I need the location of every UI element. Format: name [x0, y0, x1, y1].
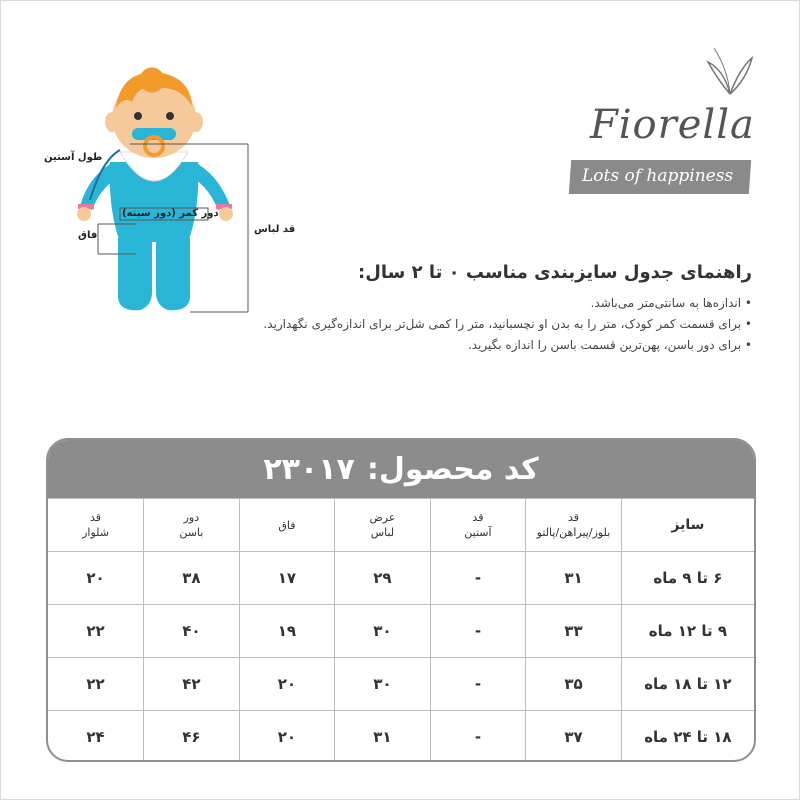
header-line: آستین	[464, 526, 492, 539]
guide-bullet: • اندازه‌ها به سانتی‌متر می‌باشد.	[590, 296, 752, 310]
table-cell: ۲۰	[239, 658, 335, 711]
table-cell: ۳۳	[526, 605, 622, 658]
table-cell: ۳۱	[526, 552, 622, 605]
product-code-value: ۲۳۰۱۷	[263, 451, 355, 487]
header-crotch: فاق	[239, 499, 335, 552]
table-cell: ۲۲	[48, 605, 144, 658]
header-line: عرض	[369, 511, 396, 524]
header-line: باسن	[179, 526, 204, 539]
table-row	[48, 658, 754, 711]
header-sleeve-length	[430, 499, 526, 552]
table-cell: ۳۰	[335, 605, 431, 658]
brand-logo	[570, 40, 770, 200]
table-cell: ۴۶	[144, 711, 240, 763]
header-line: دور	[183, 511, 200, 524]
table-cell: ۳۵	[526, 658, 622, 711]
brand-name: Fiorella	[590, 102, 755, 148]
garment-length-label: قد لباس	[254, 224, 296, 235]
table-cell: ۲۲	[48, 658, 144, 711]
size-cell: ۱۲ تا ۱۸ ماه	[621, 658, 754, 711]
table-cell: ۲۹	[335, 552, 431, 605]
size-guide-title: راهنمای جدول سایزبندی مناسب ۰ تا ۲ سال:	[358, 262, 752, 283]
header-line: شلوار	[82, 526, 109, 539]
header-size: سایز	[621, 499, 754, 552]
table-cell: ۱۹	[239, 605, 335, 658]
crotch-label: فاق	[78, 230, 98, 241]
table-cell: ۲۴	[48, 711, 144, 763]
table-cell: ۲۰	[239, 711, 335, 763]
table-cell: ۴۰	[144, 605, 240, 658]
size-table	[48, 498, 754, 762]
header-top-length	[526, 499, 622, 552]
header-width	[335, 499, 431, 552]
table-cell: ۴۲	[144, 658, 240, 711]
size-table-card	[46, 438, 756, 762]
table-row	[48, 552, 754, 605]
size-cell: ۹ تا ۱۲ ماه	[621, 605, 754, 658]
table-cell: ۲۰	[48, 552, 144, 605]
table-header-row	[48, 499, 754, 552]
table-cell: -	[430, 711, 526, 763]
table-row	[48, 711, 754, 763]
header-line: بلوز/پیراهن/پالتو	[536, 526, 611, 539]
table-cell: ۳۸	[144, 552, 240, 605]
header-line: لباس	[370, 526, 395, 539]
table-cell: ۳۷	[526, 711, 622, 763]
size-cell: ۱۸ تا ۲۴ ماه	[621, 711, 754, 763]
table-row	[48, 605, 754, 658]
size-guide	[192, 262, 752, 356]
size-cell: ۶ تا ۹ ماه	[621, 552, 754, 605]
header-pants-length	[48, 499, 144, 552]
table-cell: -	[430, 605, 526, 658]
butterfly-icon	[700, 40, 760, 100]
guide-bullet: • برای قسمت کمر کودک، متر را به بدن او نچسبانید، متر را کمی شل‌تر برای اندازه‌گیری نگهدارید.	[263, 317, 752, 331]
table-cell: ۳۰	[335, 658, 431, 711]
table-cell: ۳۱	[335, 711, 431, 763]
header-line: قد	[567, 511, 579, 524]
header-line: قد	[472, 511, 484, 524]
header-line: قد	[90, 511, 102, 524]
table-cell: -	[430, 552, 526, 605]
header-hip	[144, 499, 240, 552]
product-code-label: کد محصول:	[366, 451, 539, 487]
table-cell: -	[430, 658, 526, 711]
sleeve-length-label: طول آستین	[44, 152, 103, 163]
guide-bullet: • برای دور باسن، پهن‌ترین قسمت باسن را اندازه بگیرید.	[467, 338, 752, 352]
table-cell: ۱۷	[239, 552, 335, 605]
waist-chest-label: دور کمر (دور سینه)	[122, 208, 219, 219]
product-code-header	[48, 440, 754, 498]
brand-tagline: Lots of happiness	[582, 166, 734, 186]
